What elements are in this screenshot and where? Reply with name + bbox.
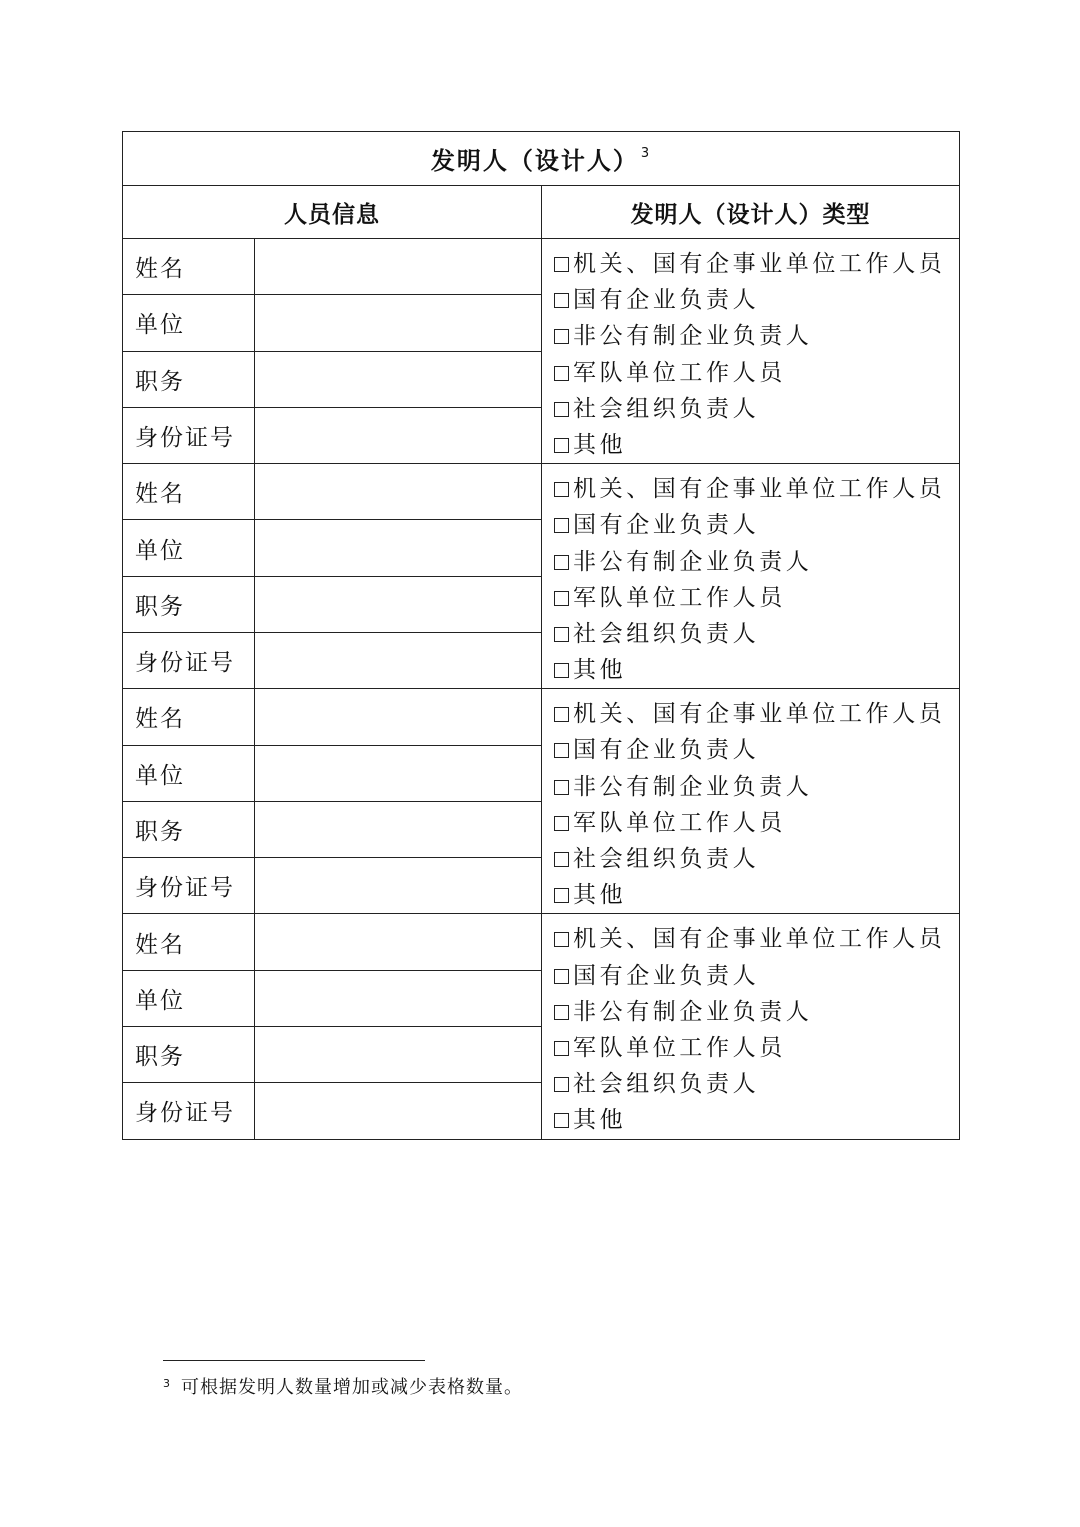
checkbox-icon[interactable] [554, 932, 569, 947]
type-option[interactable] [554, 696, 959, 732]
field-value-name[interactable] [255, 464, 542, 520]
checkbox-icon[interactable] [554, 780, 569, 795]
footnote-text: 可根据发明人数量增加或减少表格数量。 [181, 1377, 523, 1398]
type-option-label: 其他 [573, 657, 627, 684]
field-label: 职务 [123, 801, 255, 857]
type-option[interactable] [554, 318, 959, 354]
field-label: 职务 [123, 1026, 255, 1082]
checkbox-icon[interactable] [554, 663, 569, 678]
type-option[interactable] [554, 877, 959, 913]
type-option-label: 机关、国有企事业单位工作人员 [573, 926, 946, 953]
type-option[interactable] [554, 732, 959, 768]
personnel-info-header: 人员信息 [123, 186, 542, 239]
checkbox-icon[interactable] [554, 329, 569, 344]
field-label: 单位 [123, 745, 255, 801]
type-option[interactable] [554, 1102, 959, 1138]
table-title [123, 132, 960, 186]
checkbox-icon[interactable] [554, 888, 569, 903]
type-option-label: 机关、国有企事业单位工作人员 [573, 476, 946, 503]
field-value-unit[interactable] [255, 295, 542, 351]
field-label: 姓名 [123, 914, 255, 970]
checkbox-icon[interactable] [554, 555, 569, 570]
table-row [123, 239, 960, 295]
type-option-label: 国有企业负责人 [573, 737, 760, 764]
field-label: 身份证号 [123, 407, 255, 463]
field-label: 职务 [123, 576, 255, 632]
footnote-marker: 3 [163, 1377, 171, 1390]
checkbox-icon[interactable] [554, 366, 569, 381]
type-option-label: 军队单位工作人员 [573, 584, 786, 611]
checkbox-icon[interactable] [554, 293, 569, 308]
type-option[interactable] [554, 391, 959, 427]
type-option-label: 机关、国有企事业单位工作人员 [573, 701, 946, 728]
type-option[interactable] [554, 958, 959, 994]
field-value-name[interactable] [255, 239, 542, 295]
type-option[interactable] [554, 282, 959, 318]
type-option[interactable] [554, 1066, 959, 1102]
type-option[interactable] [554, 921, 959, 957]
type-option-label: 国有企业负责人 [573, 287, 760, 314]
field-value-id-number[interactable] [255, 632, 542, 688]
checkbox-icon[interactable] [554, 627, 569, 642]
type-option-label: 军队单位工作人员 [573, 809, 786, 836]
type-option-label: 其他 [573, 431, 627, 458]
checkbox-icon[interactable] [554, 257, 569, 272]
checkbox-icon[interactable] [554, 743, 569, 758]
table-row [123, 914, 960, 970]
table-row [123, 689, 960, 745]
checkbox-icon[interactable] [554, 852, 569, 867]
field-value-unit[interactable] [255, 745, 542, 801]
table-row [123, 464, 960, 520]
type-option-label: 军队单位工作人员 [573, 1034, 786, 1061]
checkbox-icon[interactable] [554, 707, 569, 722]
checkbox-icon[interactable] [554, 402, 569, 417]
checkbox-icon[interactable] [554, 969, 569, 984]
type-option[interactable] [554, 769, 959, 805]
type-option[interactable] [554, 616, 959, 652]
type-option[interactable] [554, 805, 959, 841]
type-option[interactable] [554, 544, 959, 580]
footnote-reference: 3 [640, 146, 652, 161]
type-option-label: 社会组织负责人 [573, 1071, 760, 1098]
checkbox-icon[interactable] [554, 482, 569, 497]
checkbox-icon[interactable] [554, 591, 569, 606]
field-label: 职务 [123, 351, 255, 407]
footnote-divider [163, 1360, 425, 1361]
field-label: 单位 [123, 520, 255, 576]
type-option-label: 军队单位工作人员 [573, 359, 786, 386]
type-option-label: 其他 [573, 1107, 627, 1134]
checkbox-icon[interactable] [554, 1077, 569, 1092]
field-value-position[interactable] [255, 801, 542, 857]
type-option[interactable] [554, 841, 959, 877]
field-value-name[interactable] [255, 689, 542, 745]
field-label: 单位 [123, 970, 255, 1026]
type-option-label: 社会组织负责人 [573, 620, 760, 647]
field-label: 身份证号 [123, 632, 255, 688]
type-option[interactable] [554, 427, 959, 463]
type-option-label: 机关、国有企事业单位工作人员 [573, 251, 946, 277]
inventor-type-options [542, 464, 960, 689]
type-option-label: 非公有制企业负责人 [573, 548, 813, 575]
field-label: 身份证号 [123, 1083, 255, 1139]
checkbox-icon[interactable] [554, 1005, 569, 1020]
field-value-position[interactable] [255, 351, 542, 407]
type-option[interactable] [554, 246, 959, 282]
type-option-label: 非公有制企业负责人 [573, 323, 813, 350]
type-option[interactable] [554, 994, 959, 1030]
field-value-unit[interactable] [255, 520, 542, 576]
field-value-unit[interactable] [255, 970, 542, 1026]
type-option-label: 国有企业负责人 [573, 512, 760, 539]
type-option-label: 社会组织负责人 [573, 846, 760, 872]
inventor-type-options [542, 914, 960, 1139]
type-option[interactable] [554, 507, 959, 543]
field-value-id-number[interactable] [255, 1083, 542, 1139]
type-option-label: 非公有制企业负责人 [573, 773, 813, 800]
field-label: 单位 [123, 295, 255, 351]
type-option[interactable] [554, 471, 959, 507]
type-option-label: 国有企业负责人 [573, 962, 760, 989]
inventor-table [122, 131, 960, 1140]
type-option[interactable] [554, 1030, 959, 1066]
field-label: 姓名 [123, 464, 255, 520]
checkbox-icon[interactable] [554, 518, 569, 533]
field-label: 身份证号 [123, 858, 255, 914]
checkbox-icon[interactable] [554, 816, 569, 831]
field-label: 姓名 [123, 239, 255, 295]
field-label: 姓名 [123, 689, 255, 745]
checkbox-icon[interactable] [554, 1041, 569, 1056]
inventor-type-header: 发明人（设计人）类型 [542, 186, 960, 239]
field-value-position[interactable] [255, 576, 542, 632]
field-value-name[interactable] [255, 914, 542, 970]
table-title-text: 发明人（设计人） [430, 147, 639, 175]
inventor-type-options [542, 689, 960, 914]
type-option[interactable] [554, 355, 959, 391]
field-value-id-number[interactable] [255, 407, 542, 463]
field-value-id-number[interactable] [255, 858, 542, 914]
type-option-label: 社会组织负责人 [573, 395, 760, 422]
type-option[interactable] [554, 580, 959, 616]
type-option[interactable] [554, 652, 959, 688]
footnote [163, 1373, 523, 1399]
inventor-type-options [542, 239, 960, 464]
checkbox-icon[interactable] [554, 1113, 569, 1128]
checkbox-icon[interactable] [554, 438, 569, 453]
type-option-label: 其他 [573, 882, 627, 909]
type-option-label: 非公有制企业负责人 [573, 998, 813, 1025]
field-value-position[interactable] [255, 1026, 542, 1082]
